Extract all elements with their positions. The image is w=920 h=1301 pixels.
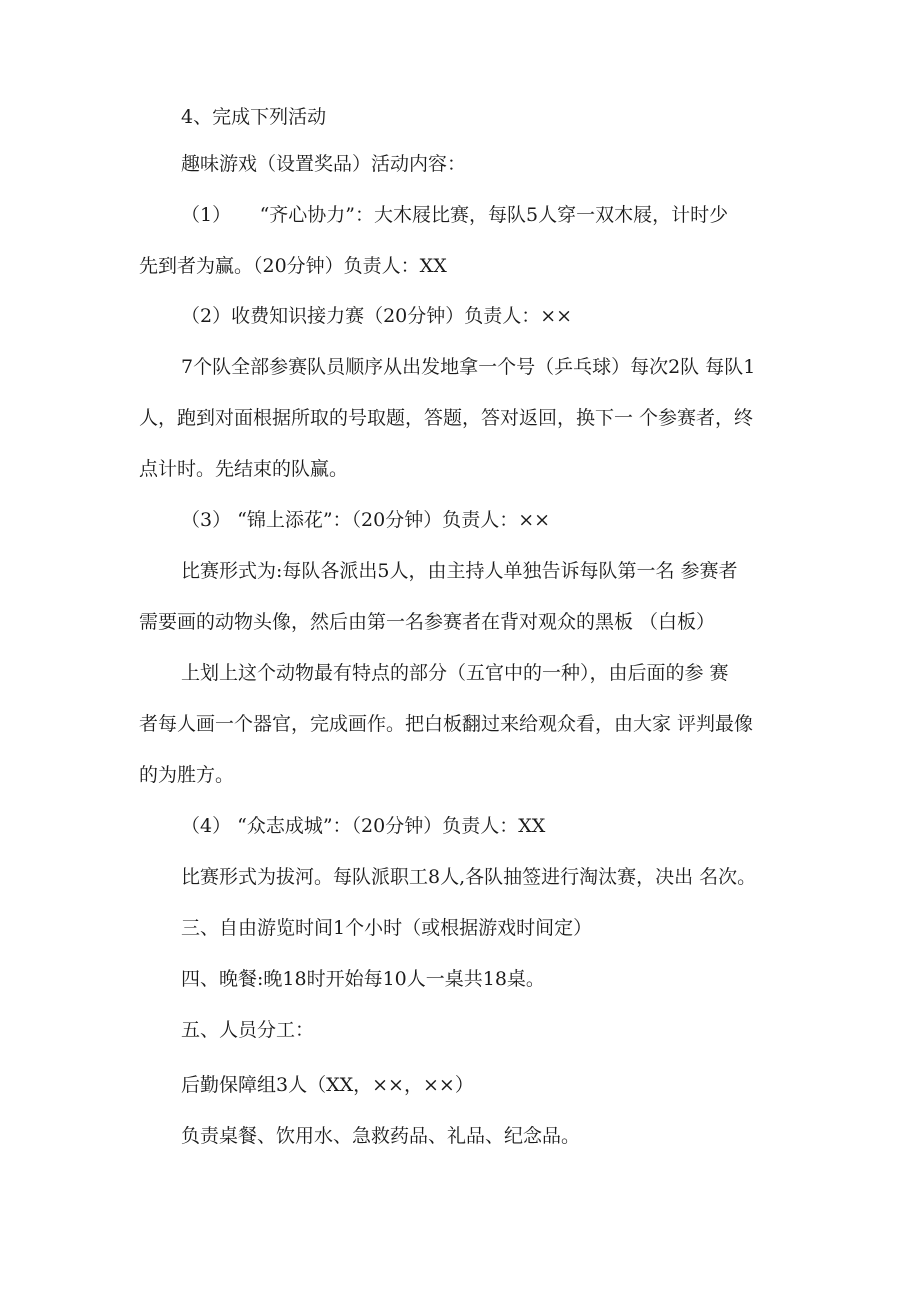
text-line: 人，跑到对面根据所取的号取题，答题，答对返回，换下一 个参赛者，终 xyxy=(139,407,754,429)
text-line: 趣味游戏（设置奖品）活动内容： xyxy=(181,153,467,175)
text-line: 比赛形式为拔河。每队派职工8人,各队抽签进行淘汰赛，决出 名次。 xyxy=(181,866,757,888)
text-line: （4） “众志成城”：（20分钟）负责人：XX xyxy=(181,815,546,837)
text-line: 4、完成下列活动 xyxy=(181,106,327,128)
text-line: 上划上这个动物最有特点的部分（五官中的一种），由后面的参 赛 xyxy=(181,662,729,684)
text-line: 后勤保障组3人（XX，××，××） xyxy=(181,1074,474,1096)
text-line: 五、人员分工： xyxy=(181,1019,315,1041)
text-line: 负责桌餐、饮用水、急救药品、礼品、纪念品。 xyxy=(181,1125,581,1147)
text-line: 先到者为赢。（20分钟）负责人：XX xyxy=(139,255,447,277)
text-line: 点计时。先结束的队赢。 xyxy=(139,458,349,480)
text-line: （2）收费知识接力赛（20分钟）负责人：×× xyxy=(181,305,573,327)
text-line: 比赛形式为:每队各派出5人，由主持人单独告诉每队第一名 参赛者 xyxy=(181,560,738,582)
text-line: （1） “齐心协力”：大木屐比赛，每队5人穿一双木屐，计时少 xyxy=(181,204,729,226)
text-line: 四、晚餐:晚18时开始每10人一桌共18桌。 xyxy=(181,968,545,990)
text-line: 的为胜方。 xyxy=(139,764,235,786)
text-line: 7个队全部参赛队员顺序从出发地拿一个号（乒乓球）每次2队 每队1 xyxy=(181,356,756,378)
text-line: 需要画的动物头像，然后由第一名参赛者在背对观众的黑板 （白板） xyxy=(139,611,716,633)
text-line: 者每人画一个器官，完成画作。把白板翻过来给观众看，由大家 评判最像 xyxy=(139,713,754,735)
text-line: 三、自由游览时间1个小时（或根据游戏时间定） xyxy=(181,917,593,939)
text-line: （3） “锦上添花”：（20分钟）负责人：×× xyxy=(181,509,551,531)
